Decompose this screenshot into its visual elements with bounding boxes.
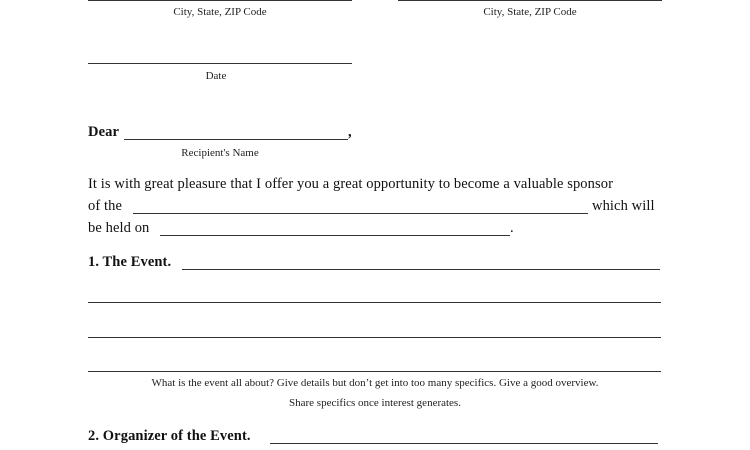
intro-line-1: It is with great pleasure that I offer you a great opportunity to become a valuable sponsor <box>88 176 614 192</box>
salutation-comma: , <box>348 124 352 140</box>
intro-line-2-start: of the <box>88 198 123 214</box>
organizer-heading: 2. Organizer of the Event. <box>88 428 251 444</box>
event-date-line[interactable] <box>160 235 510 236</box>
organizer-line[interactable] <box>270 443 658 444</box>
recipient-name-caption: Recipient's Name <box>181 147 259 159</box>
event-description-line-3[interactable] <box>88 371 661 372</box>
intro-line-2-end: which will <box>592 198 655 214</box>
intro-line-3-end: . <box>510 220 514 236</box>
event-name-line[interactable] <box>133 213 588 214</box>
city-state-zip-line-left[interactable] <box>88 0 352 1</box>
date-caption: Date <box>205 70 227 82</box>
intro-line-3-start: be held on <box>88 220 150 236</box>
event-heading: 1. The Event. <box>88 254 172 270</box>
event-description-line-2[interactable] <box>88 337 661 338</box>
recipient-name-line[interactable] <box>124 139 348 140</box>
event-description-line-1[interactable] <box>88 302 661 303</box>
date-line[interactable] <box>88 63 352 64</box>
city-state-zip-caption-left: City, State, ZIP Code <box>173 6 267 18</box>
city-state-zip-line-right[interactable] <box>398 0 662 1</box>
event-guidance-line-2: Share specifics once interest generates. <box>289 397 461 409</box>
city-state-zip-caption-right: City, State, ZIP Code <box>483 6 577 18</box>
event-heading-line[interactable] <box>182 269 660 270</box>
event-guidance-line-1: What is the event all about? Give details but don’t get into too many specifics. Give a good overview. <box>151 377 599 389</box>
dear-label: Dear <box>88 124 119 140</box>
